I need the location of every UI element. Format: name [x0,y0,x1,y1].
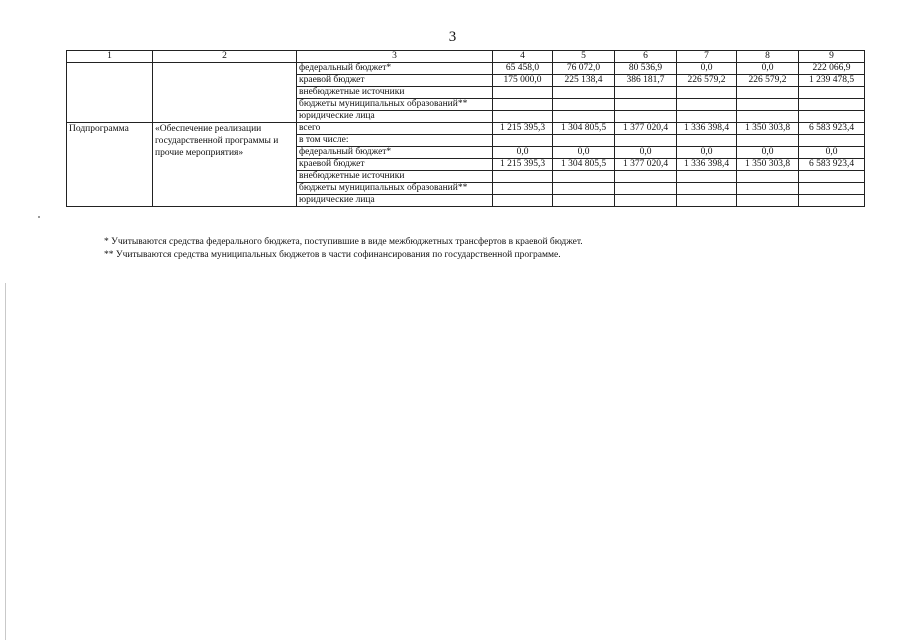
value-cell: 0,0 [737,147,799,159]
value-cell: 0,0 [799,147,865,159]
funding-source-label: федеральный бюджет* [297,147,493,159]
footnotes [104,236,583,262]
value-cell: 80 536,9 [615,63,677,75]
value-cell [615,171,677,183]
scan-margin-line [5,283,6,640]
value-cell [493,171,553,183]
value-cell [737,111,799,123]
value-cell: 226 579,2 [677,75,737,87]
funding-source-label: юридические лица [297,111,493,123]
column-header: 8 [737,51,799,63]
value-cell: 1 215 395,3 [493,159,553,171]
budget-table [66,50,865,207]
footnote-federal-budget: * Учитываются средства федерального бюджета, поступившие в виде межбюджетных трансфертов в краевой бюджет. [104,237,583,247]
program-name-cell: «Обеспечение реализации государственной программы и прочие мероприятия» [153,123,297,207]
value-cell [615,111,677,123]
value-cell: 1 377 020,4 [615,123,677,135]
funding-source-label: внебюджетные источники [297,171,493,183]
value-cell: 1 350 303,8 [737,123,799,135]
column-header: 2 [153,51,297,63]
funding-source-label: всего [297,123,493,135]
value-cell [493,99,553,111]
page-number: 3 [448,29,457,45]
value-cell [615,87,677,99]
value-cell [799,171,865,183]
value-cell [737,99,799,111]
program-type-cell [67,63,153,123]
funding-source-label: бюджеты муниципальных образований** [297,99,493,111]
value-cell: 0,0 [677,147,737,159]
value-cell: 222 066,9 [799,63,865,75]
funding-source-label: краевой бюджет [297,159,493,171]
value-cell: 1 336 398,4 [677,123,737,135]
value-cell [493,111,553,123]
value-cell [615,99,677,111]
program-type-cell: Подпрограмма [67,123,153,207]
value-cell: 226 579,2 [737,75,799,87]
value-cell: 0,0 [677,63,737,75]
value-cell: 1 377 020,4 [615,159,677,171]
value-cell [615,195,677,207]
value-cell [553,99,615,111]
value-cell [553,195,615,207]
value-cell [737,195,799,207]
funding-source-label: федеральный бюджет* [297,63,493,75]
column-header: 6 [615,51,677,63]
funding-source-label: внебюджетные источники [297,87,493,99]
column-header: 9 [799,51,865,63]
value-cell: 6 583 923,4 [799,159,865,171]
footnote-municipal-budgets: ** Учитываются средства муниципальных бюджетов в части софинансирования по государственной программе. [104,250,561,260]
value-cell: 6 583 923,4 [799,123,865,135]
value-cell: 225 138,4 [553,75,615,87]
funding-source-label: юридические лица [297,195,493,207]
funding-source-label: краевой бюджет [297,75,493,87]
value-cell: 386 181,7 [615,75,677,87]
column-header: 5 [553,51,615,63]
value-cell [677,99,737,111]
value-cell: 0,0 [493,147,553,159]
value-cell [677,87,737,99]
value-cell: 1 336 398,4 [677,159,737,171]
value-cell: 0,0 [737,63,799,75]
value-cell: 1 350 303,8 [737,159,799,171]
value-cell: 1 304 805,5 [553,159,615,171]
value-cell [677,171,737,183]
value-cell: 1 304 805,5 [553,123,615,135]
value-cell: 0,0 [553,147,615,159]
value-cell [493,183,553,195]
value-cell [799,183,865,195]
value-cell [677,195,737,207]
value-cell: 65 458,0 [493,63,553,75]
program-name-cell [153,63,297,123]
value-cell [799,135,865,147]
value-cell [737,183,799,195]
value-cell: 1 239 478,5 [799,75,865,87]
value-cell [553,183,615,195]
value-cell [677,183,737,195]
value-cell [799,99,865,111]
funding-source-label: в том числе: [297,135,493,147]
value-cell [799,111,865,123]
value-cell [553,135,615,147]
value-cell [615,135,677,147]
value-cell [677,135,737,147]
value-cell: 1 215 395,3 [493,123,553,135]
value-cell [553,171,615,183]
table-row [67,123,865,135]
table-row [67,63,865,75]
value-cell [493,135,553,147]
value-cell [737,135,799,147]
column-header: 7 [677,51,737,63]
value-cell: 0,0 [615,147,677,159]
value-cell: 76 072,0 [553,63,615,75]
value-cell [553,111,615,123]
value-cell [799,195,865,207]
value-cell [615,183,677,195]
table-header-row [67,51,865,63]
value-cell [493,87,553,99]
value-cell: 175 000,0 [493,75,553,87]
scan-speck [38,216,40,218]
funding-source-label: бюджеты муниципальных образований** [297,183,493,195]
column-header: 1 [67,51,153,63]
value-cell [737,171,799,183]
column-header: 4 [493,51,553,63]
value-cell [799,87,865,99]
value-cell [737,87,799,99]
value-cell [553,87,615,99]
value-cell [677,111,737,123]
column-header: 3 [297,51,493,63]
value-cell [493,195,553,207]
